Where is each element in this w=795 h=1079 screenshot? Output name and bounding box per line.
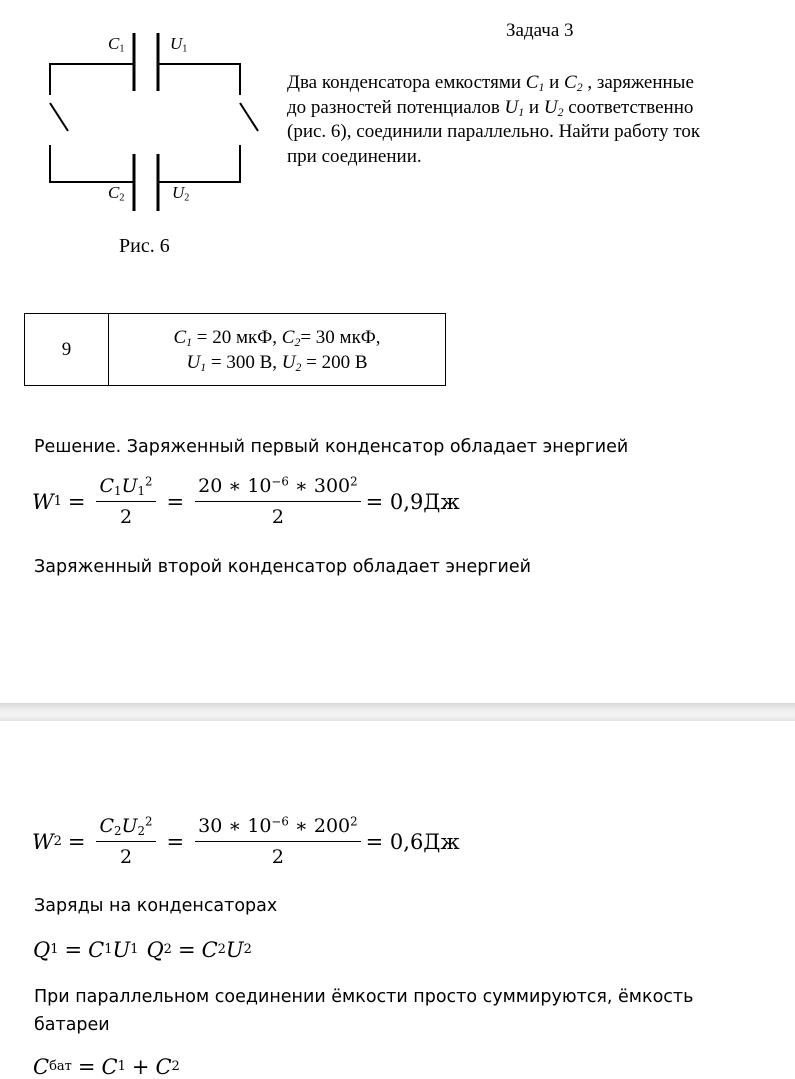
variant-number-cell: 9	[25, 314, 109, 386]
fraction-w1-symbolic: $\frac{C_1U_1^2}{2}$	[96, 473, 155, 530]
problem-statement	[287, 71, 795, 169]
circuit-label-u1: $U_1$	[170, 34, 188, 55]
variant-data-table	[24, 313, 446, 386]
fraction-w2-symbolic: $\frac{C_2U_2^2}{2}$	[96, 813, 155, 870]
statement-line-2: до разностей потенциалов $U_1$ и $U_2$ соответственно	[287, 96, 694, 119]
switch-left	[50, 103, 68, 131]
values-line-capacitance: $C_1 = 20$ мкФ, $C_2= 30$ мкФ,	[173, 326, 381, 349]
parallel-text-line-1: При параллельном соединении ёмкости просто суммируются, ёмкость	[34, 987, 694, 1007]
formula-w2: W 2 = $\frac{C_2U_2^2}{2}$ = $\frac{30 ∗ 10^{-6} ∗ 200^2}{2}$ = 0,6Дж	[32, 814, 460, 868]
table-row	[25, 314, 446, 386]
formula-w2-result: = 0,6Дж	[365, 829, 460, 854]
formula-w1: W 1 = $\frac{C_1U_1^2}{2}$ = $\frac{20 ∗ 10^{-6} ∗ 300^2}{2}$ = 0,9Дж	[32, 474, 460, 528]
problem-title: Задача 3	[506, 20, 574, 41]
formula-w1-result: = 0,9Дж	[365, 489, 460, 514]
bottom-wire-left	[50, 145, 134, 182]
formula-charges: Q 1 = C 1 U 1 Q 2 = C 2 U 2	[33, 938, 252, 962]
bottom-wire-right	[158, 145, 240, 182]
parallel-text-line-2: батареи	[34, 1015, 110, 1035]
fraction-w2-numeric: $\frac{30 ∗ 10^{-6} ∗ 200^2}{2}$	[195, 813, 360, 870]
statement-line-1: Два конденсатора емкостями $C_1$ и $C_2$ , заряженные	[287, 72, 694, 94]
statement-line-4: при соединении.	[287, 145, 422, 167]
circuit-label-c2: $C_2$	[108, 183, 125, 204]
circuit-label-u2: $U_2$	[172, 183, 190, 204]
second-capacitor-text: Заряженный второй конденсатор обладает энергией	[34, 557, 532, 577]
statement-line-3: (рис. 6), соединили параллельно. Найти работу ток	[287, 121, 701, 142]
circuit-diagram	[0, 0, 290, 230]
formula-battery-capacitance: C бат = C 1 + C 2	[33, 1055, 180, 1079]
page-break	[0, 703, 795, 721]
charges-text: Заряды на конденсаторах	[34, 896, 278, 916]
variant-values-cell	[109, 314, 446, 386]
solution-intro: Решение. Заряженный первый конденсатор обладает энергией	[34, 437, 629, 457]
values-line-voltage: $U_1 = 300$ В, $U_2 = 200$ В	[186, 351, 368, 374]
top-wire-left	[50, 64, 134, 95]
switch-right	[240, 103, 258, 131]
figure-caption: Рис. 6	[119, 235, 170, 257]
top-wire-right	[158, 64, 240, 95]
fraction-w1-numeric: $\frac{20 ∗ 10^{-6} ∗ 300^2}{2}$	[195, 473, 360, 530]
circuit-label-c1: $C_1$	[108, 34, 125, 55]
